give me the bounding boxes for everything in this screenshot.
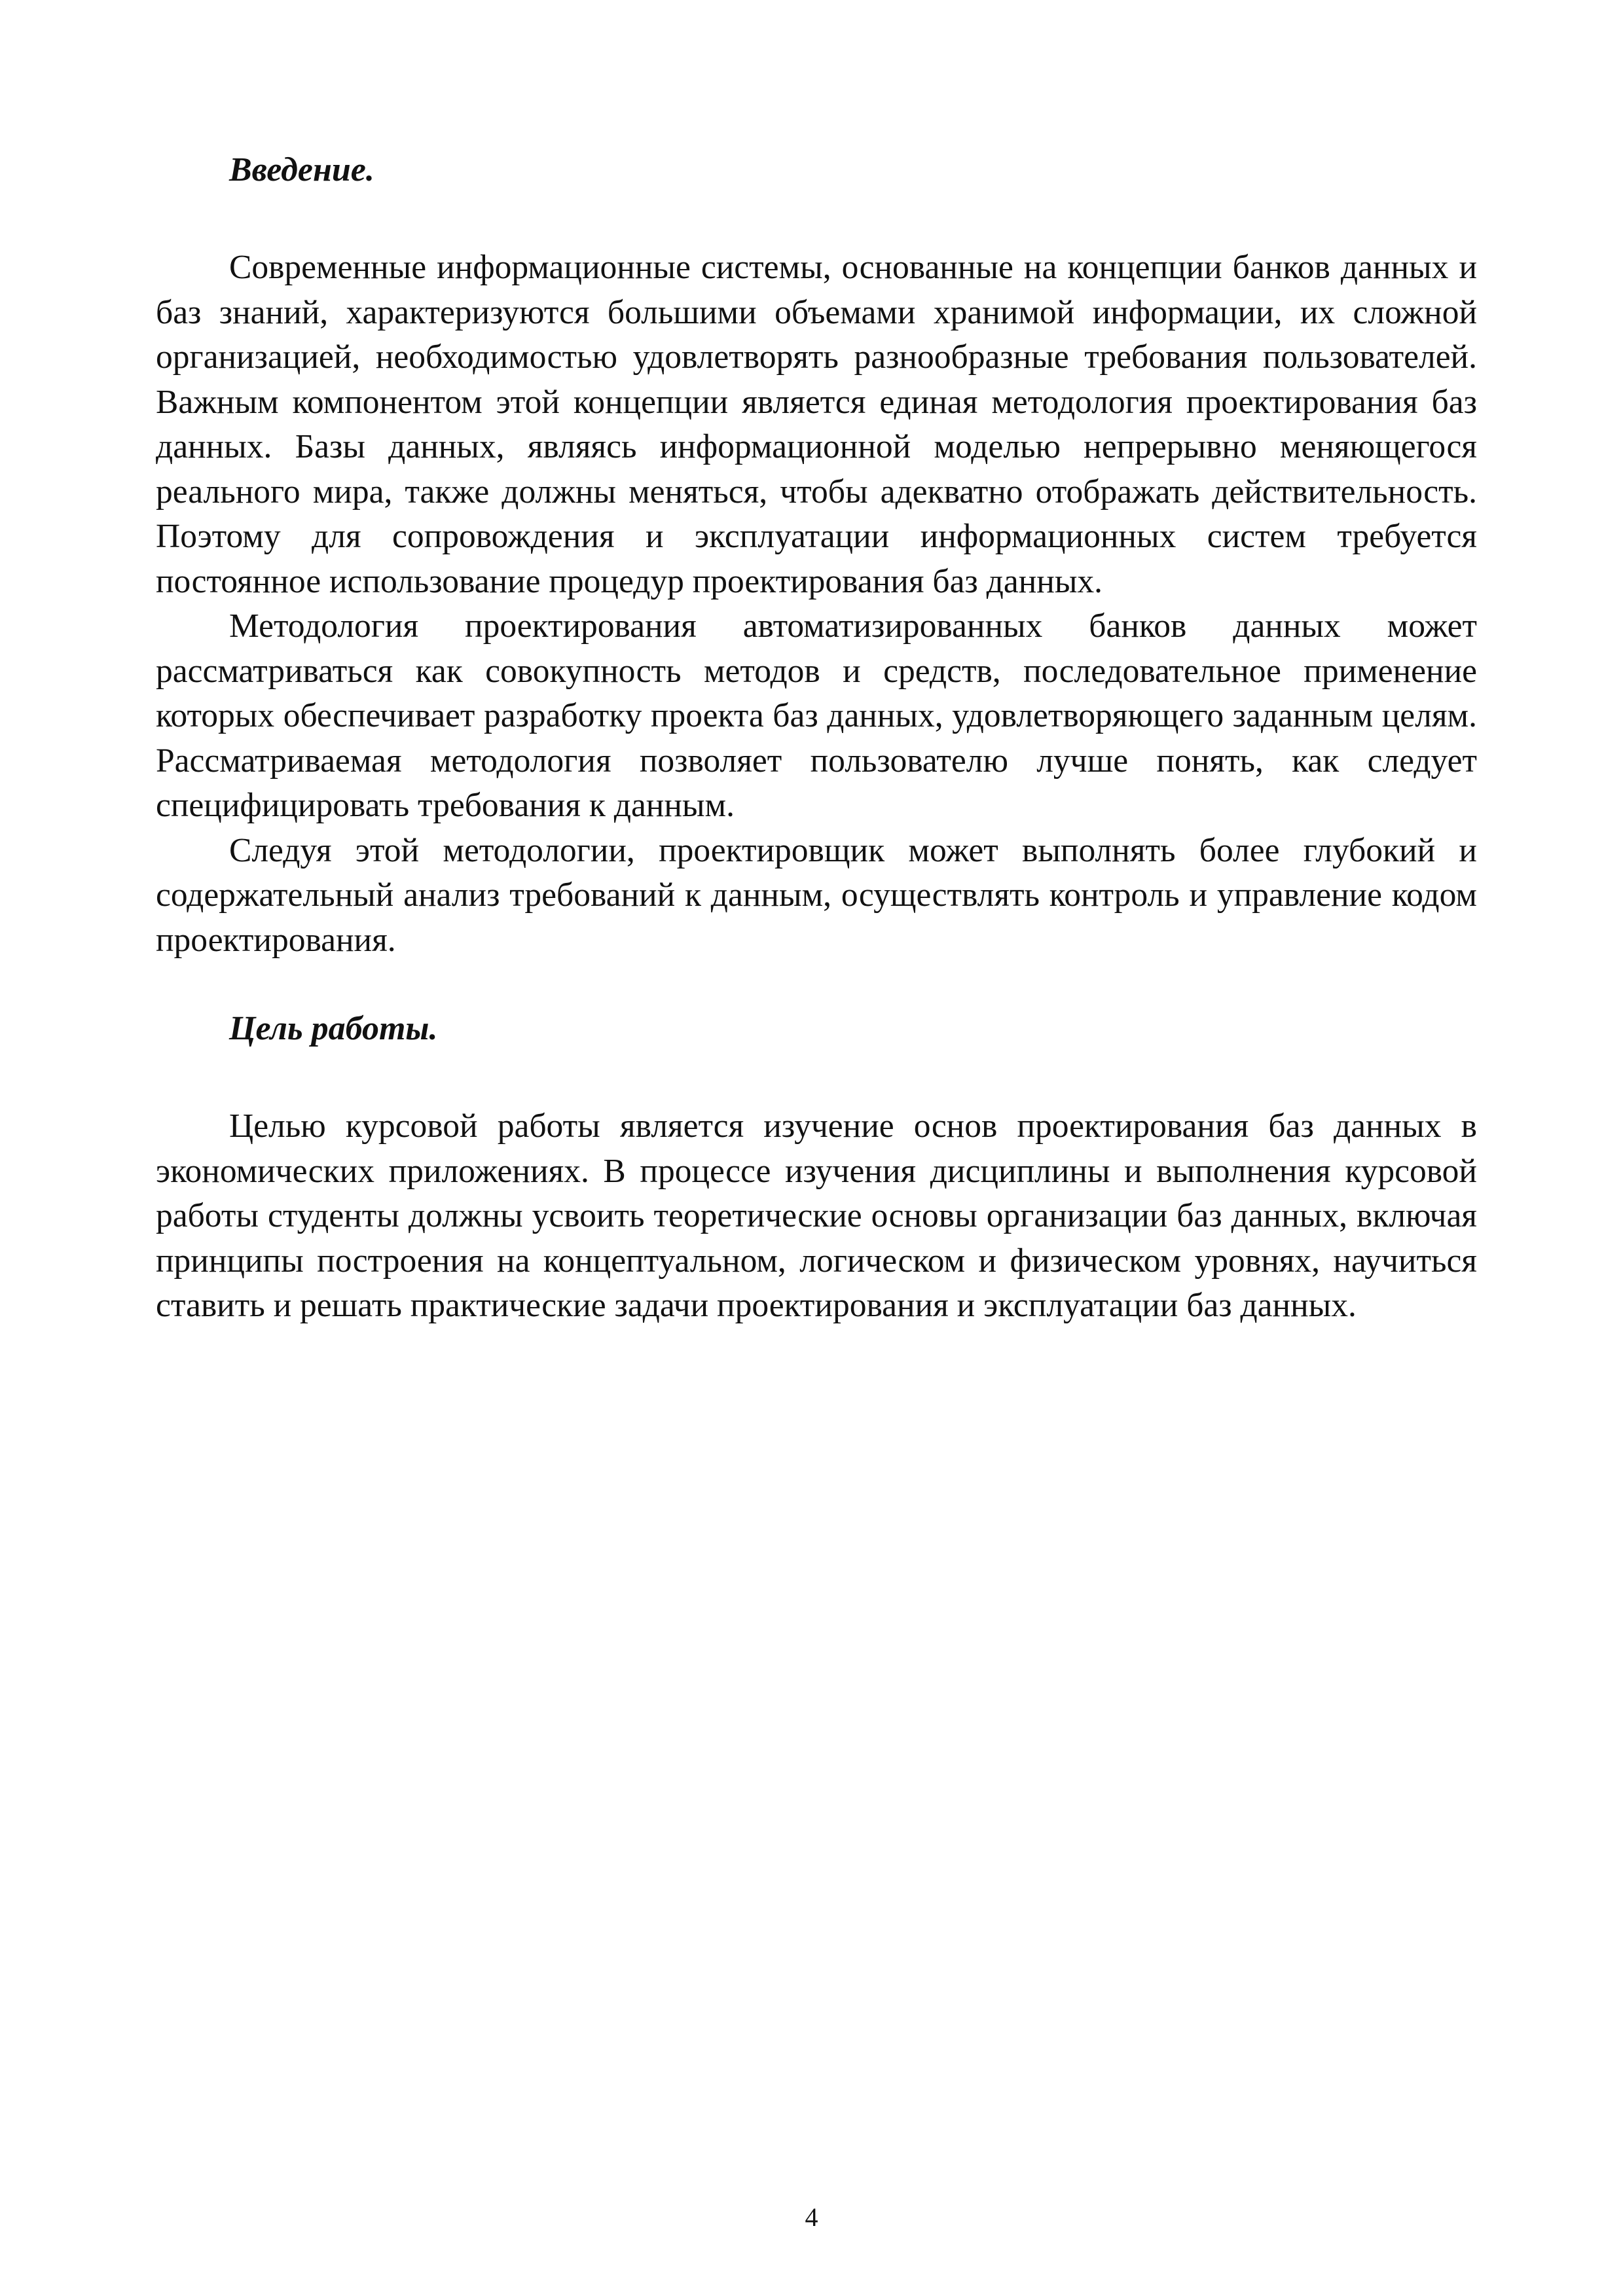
paragraph: Методология проектирования автоматизированных банков данных может рассматриваться как совокупность методов и средств, последовательное применение которых обеспечивает разработку проекта баз данных, удовлетворяющего заданным целям. Рассматриваемая методология позволяет пользователю лучше понять, как следует специфицировать требования к данным. — [156, 607, 1477, 824]
page-content — [156, 147, 1477, 1329]
paragraph: Следуя этой методологии, проектировщик может выполнять более глубокий и содержательный анализ требований к данным, осуществлять контроль и управление кодом проектирования. — [156, 831, 1477, 959]
page-number: 4 — [805, 2202, 818, 2232]
section-heading-introduction: Введение. — [229, 151, 374, 188]
paragraph: Современные информационные системы, основанные на концепции банков данных и баз знаний, характеризуются большими объемами хранимой информации, их сложной организацией, необходимостью удовлетворять разнообразные требования пользователей. Важным компонентом этой концепции является единая методология проектирования баз данных. Базы данных, являясь информационной моделью непрерывно меняющегося реального мира, также должны меняться, чтобы адекватно отображать действительность. Поэтому для сопровождения и эксплуатации информационных систем требуется постоянное использование процедур проектирования баз данных. — [156, 249, 1477, 600]
section-heading-goal: Цель работы. — [229, 1010, 438, 1047]
paragraph: Целью курсовой работы является изучение основ проектирования баз данных в экономических приложениях. В процессе изучения дисциплины и выполнения курсовой работы студенты должны усвоить теоретические основы организации баз данных, включая принципы построения на концептуальном, логическом и физическом уровнях, научиться ставить и решать практические задачи проектирования и эксплуатации баз данных. — [156, 1107, 1477, 1324]
